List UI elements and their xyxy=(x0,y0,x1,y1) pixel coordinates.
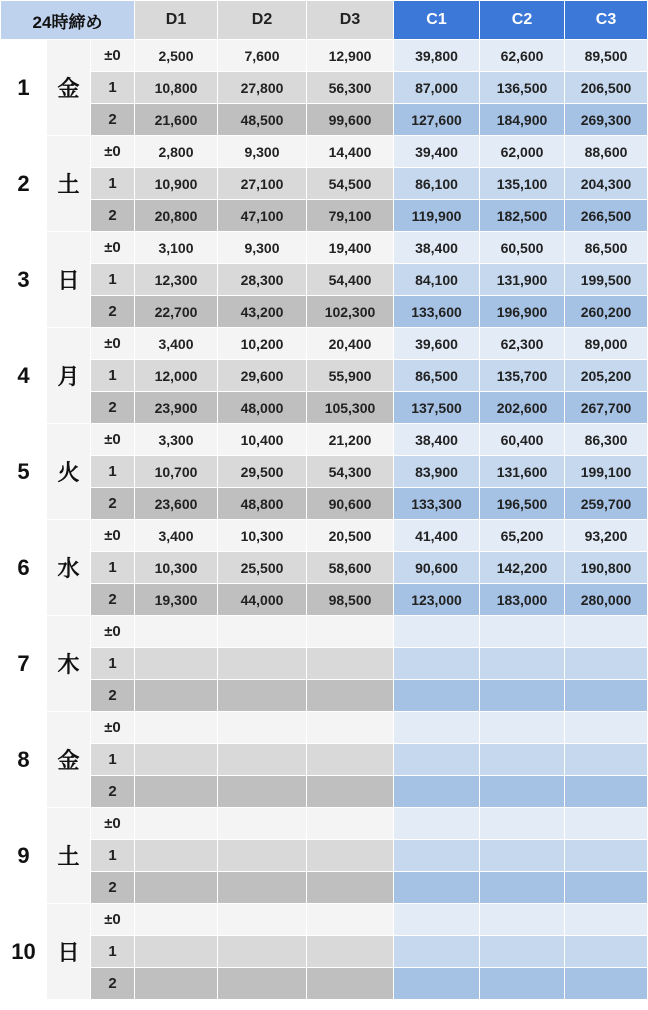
weekday-cell[interactable]: 金 xyxy=(47,40,91,136)
value-cell[interactable]: 199,500 xyxy=(565,264,648,296)
value-cell[interactable] xyxy=(565,808,648,840)
value-cell[interactable]: 12,900 xyxy=(307,40,394,72)
value-cell[interactable]: 55,900 xyxy=(307,360,394,392)
level-cell[interactable]: 1 xyxy=(91,360,135,392)
value-cell[interactable] xyxy=(218,968,307,1000)
value-cell[interactable] xyxy=(565,840,648,872)
value-cell[interactable] xyxy=(307,872,394,904)
value-cell[interactable] xyxy=(135,904,218,936)
value-cell[interactable]: 89,500 xyxy=(565,40,648,72)
value-cell[interactable]: 269,300 xyxy=(565,104,648,136)
value-cell[interactable]: 54,500 xyxy=(307,168,394,200)
value-cell[interactable]: 99,600 xyxy=(307,104,394,136)
value-cell[interactable] xyxy=(218,616,307,648)
level-cell[interactable]: 2 xyxy=(91,488,135,520)
value-cell[interactable]: 183,000 xyxy=(480,584,565,616)
value-cell[interactable]: 10,900 xyxy=(135,168,218,200)
table-row xyxy=(1,104,648,136)
value-cell[interactable] xyxy=(480,968,565,1000)
value-cell[interactable] xyxy=(565,936,648,968)
value-cell[interactable]: 20,800 xyxy=(135,200,218,232)
value-cell[interactable] xyxy=(565,744,648,776)
table-row xyxy=(1,264,648,296)
level-cell[interactable]: ±0 xyxy=(91,616,135,648)
value-cell[interactable]: 48,800 xyxy=(218,488,307,520)
value-cell[interactable] xyxy=(218,840,307,872)
value-cell[interactable]: 102,300 xyxy=(307,296,394,328)
header-c2[interactable]: C2 xyxy=(480,1,565,40)
level-cell[interactable]: 2 xyxy=(91,680,135,712)
value-cell[interactable]: 3,400 xyxy=(135,328,218,360)
value-cell[interactable]: 182,500 xyxy=(480,200,565,232)
value-cell[interactable] xyxy=(307,744,394,776)
value-cell[interactable] xyxy=(480,872,565,904)
value-cell[interactable]: 47,100 xyxy=(218,200,307,232)
value-cell[interactable]: 133,600 xyxy=(394,296,480,328)
day-number-cell[interactable]: 6 xyxy=(1,520,47,616)
value-cell[interactable]: 267,700 xyxy=(565,392,648,424)
table-row xyxy=(1,904,648,936)
level-cell[interactable]: 2 xyxy=(91,392,135,424)
value-cell[interactable]: 62,300 xyxy=(480,328,565,360)
value-cell[interactable]: 135,700 xyxy=(480,360,565,392)
value-cell[interactable]: 44,000 xyxy=(218,584,307,616)
value-cell[interactable] xyxy=(307,968,394,1000)
weekday-cell[interactable]: 日 xyxy=(47,904,91,1000)
value-cell[interactable] xyxy=(480,904,565,936)
value-cell[interactable] xyxy=(394,616,480,648)
value-cell[interactable] xyxy=(480,808,565,840)
value-cell[interactable] xyxy=(218,808,307,840)
table-row xyxy=(1,328,648,360)
value-cell[interactable] xyxy=(565,680,648,712)
table-row xyxy=(1,200,648,232)
weekday-cell[interactable]: 土 xyxy=(47,808,91,904)
table-row xyxy=(1,936,648,968)
value-cell[interactable]: 10,300 xyxy=(218,520,307,552)
weekday-cell[interactable]: 金 xyxy=(47,712,91,808)
value-cell[interactable]: 137,500 xyxy=(394,392,480,424)
day-number-cell[interactable]: 8 xyxy=(1,712,47,808)
weekday-cell[interactable]: 月 xyxy=(47,328,91,424)
value-cell[interactable]: 20,500 xyxy=(307,520,394,552)
value-cell[interactable] xyxy=(394,936,480,968)
value-cell[interactable]: 135,100 xyxy=(480,168,565,200)
value-cell[interactable]: 38,400 xyxy=(394,232,480,264)
value-cell[interactable]: 3,300 xyxy=(135,424,218,456)
level-cell[interactable]: 2 xyxy=(91,104,135,136)
value-cell[interactable]: 27,100 xyxy=(218,168,307,200)
value-cell[interactable]: 29,600 xyxy=(218,360,307,392)
value-cell[interactable]: 60,500 xyxy=(480,232,565,264)
level-cell[interactable]: 1 xyxy=(91,456,135,488)
day-number-cell[interactable]: 3 xyxy=(1,232,47,328)
header-row xyxy=(1,1,648,40)
table-row xyxy=(1,488,648,520)
value-cell[interactable] xyxy=(218,904,307,936)
level-cell[interactable]: 1 xyxy=(91,840,135,872)
weekday-cell[interactable]: 水 xyxy=(47,520,91,616)
value-cell[interactable] xyxy=(480,840,565,872)
value-cell[interactable]: 23,600 xyxy=(135,488,218,520)
value-cell[interactable]: 39,800 xyxy=(394,40,480,72)
table-row xyxy=(1,744,648,776)
level-cell[interactable]: ±0 xyxy=(91,424,135,456)
value-cell[interactable] xyxy=(480,616,565,648)
table-row xyxy=(1,232,648,264)
value-cell[interactable]: 260,200 xyxy=(565,296,648,328)
value-cell[interactable] xyxy=(307,616,394,648)
value-cell[interactable]: 90,600 xyxy=(307,488,394,520)
level-cell[interactable]: ±0 xyxy=(91,40,135,72)
level-cell[interactable]: ±0 xyxy=(91,136,135,168)
table-row xyxy=(1,552,648,584)
value-cell[interactable]: 79,100 xyxy=(307,200,394,232)
table-row xyxy=(1,72,648,104)
day-number-cell[interactable]: 7 xyxy=(1,616,47,712)
level-cell[interactable]: 2 xyxy=(91,200,135,232)
value-cell[interactable] xyxy=(218,744,307,776)
value-cell[interactable]: 23,900 xyxy=(135,392,218,424)
value-cell[interactable] xyxy=(135,872,218,904)
value-cell[interactable] xyxy=(218,936,307,968)
level-cell[interactable]: 2 xyxy=(91,968,135,1000)
header-d1[interactable]: D1 xyxy=(135,1,218,40)
value-cell[interactable]: 98,500 xyxy=(307,584,394,616)
table-row xyxy=(1,392,648,424)
value-cell[interactable] xyxy=(135,936,218,968)
value-cell[interactable] xyxy=(394,904,480,936)
header-d2[interactable]: D2 xyxy=(218,1,307,40)
level-cell[interactable]: 1 xyxy=(91,72,135,104)
value-cell[interactable] xyxy=(480,712,565,744)
table-row xyxy=(1,296,648,328)
value-cell[interactable]: 86,500 xyxy=(565,232,648,264)
value-cell[interactable]: 39,400 xyxy=(394,136,480,168)
level-cell[interactable]: 2 xyxy=(91,584,135,616)
value-cell[interactable]: 65,200 xyxy=(480,520,565,552)
value-cell[interactable]: 84,100 xyxy=(394,264,480,296)
value-cell[interactable]: 83,900 xyxy=(394,456,480,488)
table-row xyxy=(1,168,648,200)
value-cell[interactable] xyxy=(480,776,565,808)
value-cell[interactable]: 88,600 xyxy=(565,136,648,168)
value-cell[interactable] xyxy=(480,648,565,680)
value-cell[interactable]: 29,500 xyxy=(218,456,307,488)
value-cell[interactable]: 21,600 xyxy=(135,104,218,136)
level-cell[interactable]: ±0 xyxy=(91,328,135,360)
value-cell[interactable] xyxy=(307,680,394,712)
value-cell[interactable]: 12,300 xyxy=(135,264,218,296)
value-cell[interactable]: 9,300 xyxy=(218,232,307,264)
value-cell[interactable]: 266,500 xyxy=(565,200,648,232)
value-cell[interactable]: 27,800 xyxy=(218,72,307,104)
value-cell[interactable]: 87,000 xyxy=(394,72,480,104)
level-cell[interactable]: ±0 xyxy=(91,712,135,744)
value-cell[interactable]: 136,500 xyxy=(480,72,565,104)
value-cell[interactable] xyxy=(307,840,394,872)
value-cell[interactable] xyxy=(480,680,565,712)
value-cell[interactable]: 119,900 xyxy=(394,200,480,232)
value-cell[interactable]: 259,700 xyxy=(565,488,648,520)
level-cell[interactable]: 2 xyxy=(91,776,135,808)
table-row xyxy=(1,808,648,840)
value-cell[interactable]: 10,400 xyxy=(218,424,307,456)
value-cell[interactable] xyxy=(218,648,307,680)
value-cell[interactable]: 204,300 xyxy=(565,168,648,200)
header-d3[interactable]: D3 xyxy=(307,1,394,40)
value-cell[interactable]: 48,000 xyxy=(218,392,307,424)
value-cell[interactable]: 62,000 xyxy=(480,136,565,168)
table-row xyxy=(1,424,648,456)
value-cell[interactable]: 133,300 xyxy=(394,488,480,520)
value-cell[interactable] xyxy=(565,712,648,744)
value-cell[interactable] xyxy=(135,968,218,1000)
table-row xyxy=(1,456,648,488)
value-cell[interactable] xyxy=(135,616,218,648)
value-cell[interactable] xyxy=(565,872,648,904)
value-cell[interactable]: 21,200 xyxy=(307,424,394,456)
value-cell[interactable]: 10,300 xyxy=(135,552,218,584)
value-cell[interactable] xyxy=(307,648,394,680)
value-cell[interactable]: 280,000 xyxy=(565,584,648,616)
value-cell[interactable] xyxy=(218,872,307,904)
weekday-cell[interactable]: 土 xyxy=(47,136,91,232)
value-cell[interactable]: 131,600 xyxy=(480,456,565,488)
value-cell[interactable]: 14,400 xyxy=(307,136,394,168)
value-cell[interactable]: 48,500 xyxy=(218,104,307,136)
level-cell[interactable]: ±0 xyxy=(91,808,135,840)
table-row xyxy=(1,616,648,648)
value-cell[interactable]: 10,800 xyxy=(135,72,218,104)
value-cell[interactable]: 54,400 xyxy=(307,264,394,296)
value-cell[interactable] xyxy=(394,968,480,1000)
weekday-cell[interactable]: 日 xyxy=(47,232,91,328)
value-cell[interactable]: 19,400 xyxy=(307,232,394,264)
value-cell[interactable] xyxy=(565,904,648,936)
day-number-cell[interactable]: 9 xyxy=(1,808,47,904)
value-cell[interactable] xyxy=(307,808,394,840)
value-cell[interactable] xyxy=(135,744,218,776)
value-cell[interactable] xyxy=(565,776,648,808)
weekday-cell[interactable]: 火 xyxy=(47,424,91,520)
value-cell[interactable] xyxy=(565,968,648,1000)
value-cell[interactable] xyxy=(394,808,480,840)
value-cell[interactable] xyxy=(394,776,480,808)
value-cell[interactable] xyxy=(218,680,307,712)
value-cell[interactable] xyxy=(394,744,480,776)
value-cell[interactable]: 7,600 xyxy=(218,40,307,72)
value-cell[interactable]: 9,300 xyxy=(218,136,307,168)
value-cell[interactable] xyxy=(307,936,394,968)
level-cell[interactable]: 2 xyxy=(91,296,135,328)
value-cell[interactable]: 20,400 xyxy=(307,328,394,360)
value-cell[interactable]: 54,300 xyxy=(307,456,394,488)
value-cell[interactable]: 41,400 xyxy=(394,520,480,552)
value-cell[interactable]: 3,100 xyxy=(135,232,218,264)
value-cell[interactable]: 86,300 xyxy=(565,424,648,456)
value-cell[interactable]: 105,300 xyxy=(307,392,394,424)
value-cell[interactable] xyxy=(480,936,565,968)
value-cell[interactable] xyxy=(135,648,218,680)
value-cell[interactable] xyxy=(394,872,480,904)
level-cell[interactable]: 1 xyxy=(91,936,135,968)
table-row xyxy=(1,360,648,392)
level-cell[interactable]: 1 xyxy=(91,264,135,296)
value-cell[interactable] xyxy=(307,904,394,936)
level-cell[interactable]: ±0 xyxy=(91,232,135,264)
day-number-cell[interactable]: 5 xyxy=(1,424,47,520)
value-cell[interactable] xyxy=(480,744,565,776)
value-cell[interactable] xyxy=(307,712,394,744)
table-row xyxy=(1,584,648,616)
value-cell[interactable]: 196,500 xyxy=(480,488,565,520)
table-row xyxy=(1,648,648,680)
table-body xyxy=(1,40,648,1000)
table-row xyxy=(1,520,648,552)
value-cell[interactable]: 25,500 xyxy=(218,552,307,584)
value-cell[interactable]: 131,900 xyxy=(480,264,565,296)
weekday-cell[interactable]: 木 xyxy=(47,616,91,712)
value-cell[interactable]: 56,300 xyxy=(307,72,394,104)
day-number-cell[interactable]: 1 xyxy=(1,40,47,136)
value-cell[interactable]: 89,000 xyxy=(565,328,648,360)
value-cell[interactable] xyxy=(135,680,218,712)
header-c1[interactable]: C1 xyxy=(394,1,480,40)
level-cell[interactable]: ±0 xyxy=(91,520,135,552)
value-cell[interactable]: 199,100 xyxy=(565,456,648,488)
value-cell[interactable] xyxy=(135,712,218,744)
table-row xyxy=(1,776,648,808)
header-c3[interactable]: C3 xyxy=(565,1,648,40)
value-cell[interactable]: 60,400 xyxy=(480,424,565,456)
value-cell[interactable]: 62,600 xyxy=(480,40,565,72)
value-cell[interactable] xyxy=(394,680,480,712)
value-cell[interactable]: 19,300 xyxy=(135,584,218,616)
day-number-cell[interactable]: 2 xyxy=(1,136,47,232)
value-cell[interactable]: 93,200 xyxy=(565,520,648,552)
level-cell[interactable]: 1 xyxy=(91,168,135,200)
value-cell[interactable]: 3,400 xyxy=(135,520,218,552)
value-cell[interactable]: 86,100 xyxy=(394,168,480,200)
level-cell[interactable]: 1 xyxy=(91,648,135,680)
value-cell[interactable]: 202,600 xyxy=(480,392,565,424)
header-corner[interactable]: 24時締め xyxy=(1,1,135,40)
value-cell[interactable]: 127,600 xyxy=(394,104,480,136)
level-cell[interactable]: 1 xyxy=(91,552,135,584)
day-number-cell[interactable]: 10 xyxy=(1,904,47,1000)
value-cell[interactable]: 2,800 xyxy=(135,136,218,168)
value-cell[interactable] xyxy=(565,616,648,648)
value-cell[interactable]: 10,700 xyxy=(135,456,218,488)
value-cell[interactable]: 142,200 xyxy=(480,552,565,584)
value-cell[interactable] xyxy=(565,648,648,680)
table-row xyxy=(1,968,648,1000)
table-row xyxy=(1,40,648,72)
table-row xyxy=(1,712,648,744)
level-cell[interactable]: 1 xyxy=(91,744,135,776)
value-cell[interactable] xyxy=(135,840,218,872)
value-cell[interactable] xyxy=(218,712,307,744)
value-cell[interactable]: 58,600 xyxy=(307,552,394,584)
value-cell[interactable]: 190,800 xyxy=(565,552,648,584)
value-cell[interactable]: 38,400 xyxy=(394,424,480,456)
level-cell[interactable]: 2 xyxy=(91,872,135,904)
value-cell[interactable]: 86,500 xyxy=(394,360,480,392)
value-cell[interactable]: 39,600 xyxy=(394,328,480,360)
value-cell[interactable] xyxy=(218,776,307,808)
value-cell[interactable]: 2,500 xyxy=(135,40,218,72)
value-cell[interactable] xyxy=(394,712,480,744)
level-cell[interactable]: ±0 xyxy=(91,904,135,936)
table-row xyxy=(1,136,648,168)
value-cell[interactable] xyxy=(394,840,480,872)
value-cell[interactable] xyxy=(394,648,480,680)
table-row xyxy=(1,872,648,904)
table-row xyxy=(1,680,648,712)
value-cell[interactable]: 10,200 xyxy=(218,328,307,360)
value-cell[interactable]: 22,700 xyxy=(135,296,218,328)
value-cell[interactable]: 43,200 xyxy=(218,296,307,328)
value-cell[interactable]: 123,000 xyxy=(394,584,480,616)
day-number-cell[interactable]: 4 xyxy=(1,328,47,424)
value-cell[interactable]: 206,500 xyxy=(565,72,648,104)
value-cell[interactable]: 196,900 xyxy=(480,296,565,328)
value-cell[interactable] xyxy=(135,776,218,808)
table-row xyxy=(1,840,648,872)
value-cell[interactable]: 184,900 xyxy=(480,104,565,136)
value-cell[interactable]: 90,600 xyxy=(394,552,480,584)
value-cell[interactable]: 205,200 xyxy=(565,360,648,392)
value-cell[interactable] xyxy=(307,776,394,808)
value-cell[interactable]: 12,000 xyxy=(135,360,218,392)
value-cell[interactable] xyxy=(135,808,218,840)
value-cell[interactable]: 28,300 xyxy=(218,264,307,296)
